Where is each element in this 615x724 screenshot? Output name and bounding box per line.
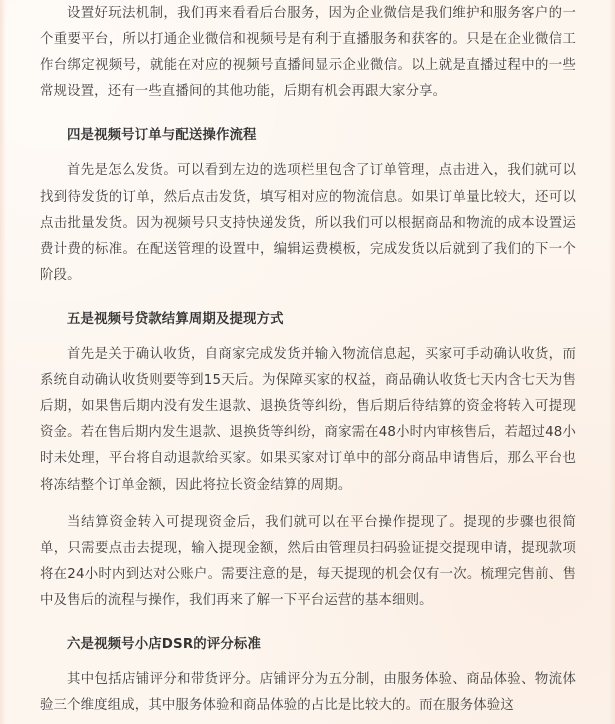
- spacer: [40, 614, 576, 632]
- spacer: [40, 149, 576, 158]
- spacer: [40, 105, 576, 123]
- spacer: [40, 658, 576, 667]
- left-edge-shade: [0, 0, 6, 724]
- paragraph-withdrawal: 当结算资金转入可提现资金后，我们就可以在平台操作提现了。提现的步骤也很简单，只需要点击去提现，输入提现金额，然后由管理员扫码验证提交提现申请，提现款项将在24小时内到达对公账户。需要注意的是，每天提现的机会仅有一次。梳理完售前、售中及售后的流程与操作，我们再来了解一下平台运营的基本细则。: [40, 514, 576, 608]
- heading-settlement: 五是视频号贷款结算周期及提现方式: [67, 311, 284, 327]
- spacer: [40, 289, 576, 307]
- article-body: [40, 0, 576, 719]
- spacer: [40, 333, 576, 342]
- paragraph-delivery: 首先是怎么发货。可以看到左边的选项栏里包含了订单管理，点击进入，我们就可以找到待发货的订单，然后点击发货，填写相对应的物流信息。如果订单量比较大，还可以点击批量发货。因为视频号只支持快递发货，所以我们可以根据商品和物流的成本设置运费计费的标准。在配送管理的设置中，编辑运费模板，完成发货以后就到了我们的下一个阶段。: [40, 163, 576, 283]
- spacer: [40, 499, 576, 510]
- paragraph-backend-service: 设置好玩法机制，我们再来看看后台服务，因为企业微信是我们维护和服务客户的一个重要平台，所以打通企业微信和视频号是有利于直播服务和获客的。只是在企业微信工作台绑定视频号，就能在对应的视频号直播间显示企业微信。以上就是直播过程中的一些常规设置，还有一些直播间的其他功能，后期有机会再跟大家分享。: [40, 6, 576, 100]
- paragraph-store-rating: 其中包括店铺评分和带货评分。店铺评分为五分制，由服务体验、商品体验、物流体验三个维度组成，其中服务体验和商品体验的占比是比较大的。而在服务体验这: [40, 672, 576, 714]
- paragraph-confirm-receipt: 首先是关于确认收货，自商家完成发货并输入物流信息起，买家可手动确认收货，而系统自动确认收货则要等到15天后。为保障买家的权益，商品确认收货七天内含七天为售后期，如果售后期内没有发生退款、退换货等纠纷，售后期后待结算的资金将转入可提现资金。若在售后期内发生退款、退换货等纠纷，商家需在48小时内审核售后，若超过48小时未处理，平台将自动退款给买家。如果买家对订单中的部分商品申请售后，那么平台也将冻结整个订单金额，因此将拉长资金结算的周期。: [40, 347, 576, 493]
- heading-dsr-score: 六是视频号小店DSR的评分标准: [67, 636, 262, 652]
- heading-order-delivery: 四是视频号订单与配送操作流程: [67, 128, 257, 144]
- right-edge-shade: [609, 0, 615, 724]
